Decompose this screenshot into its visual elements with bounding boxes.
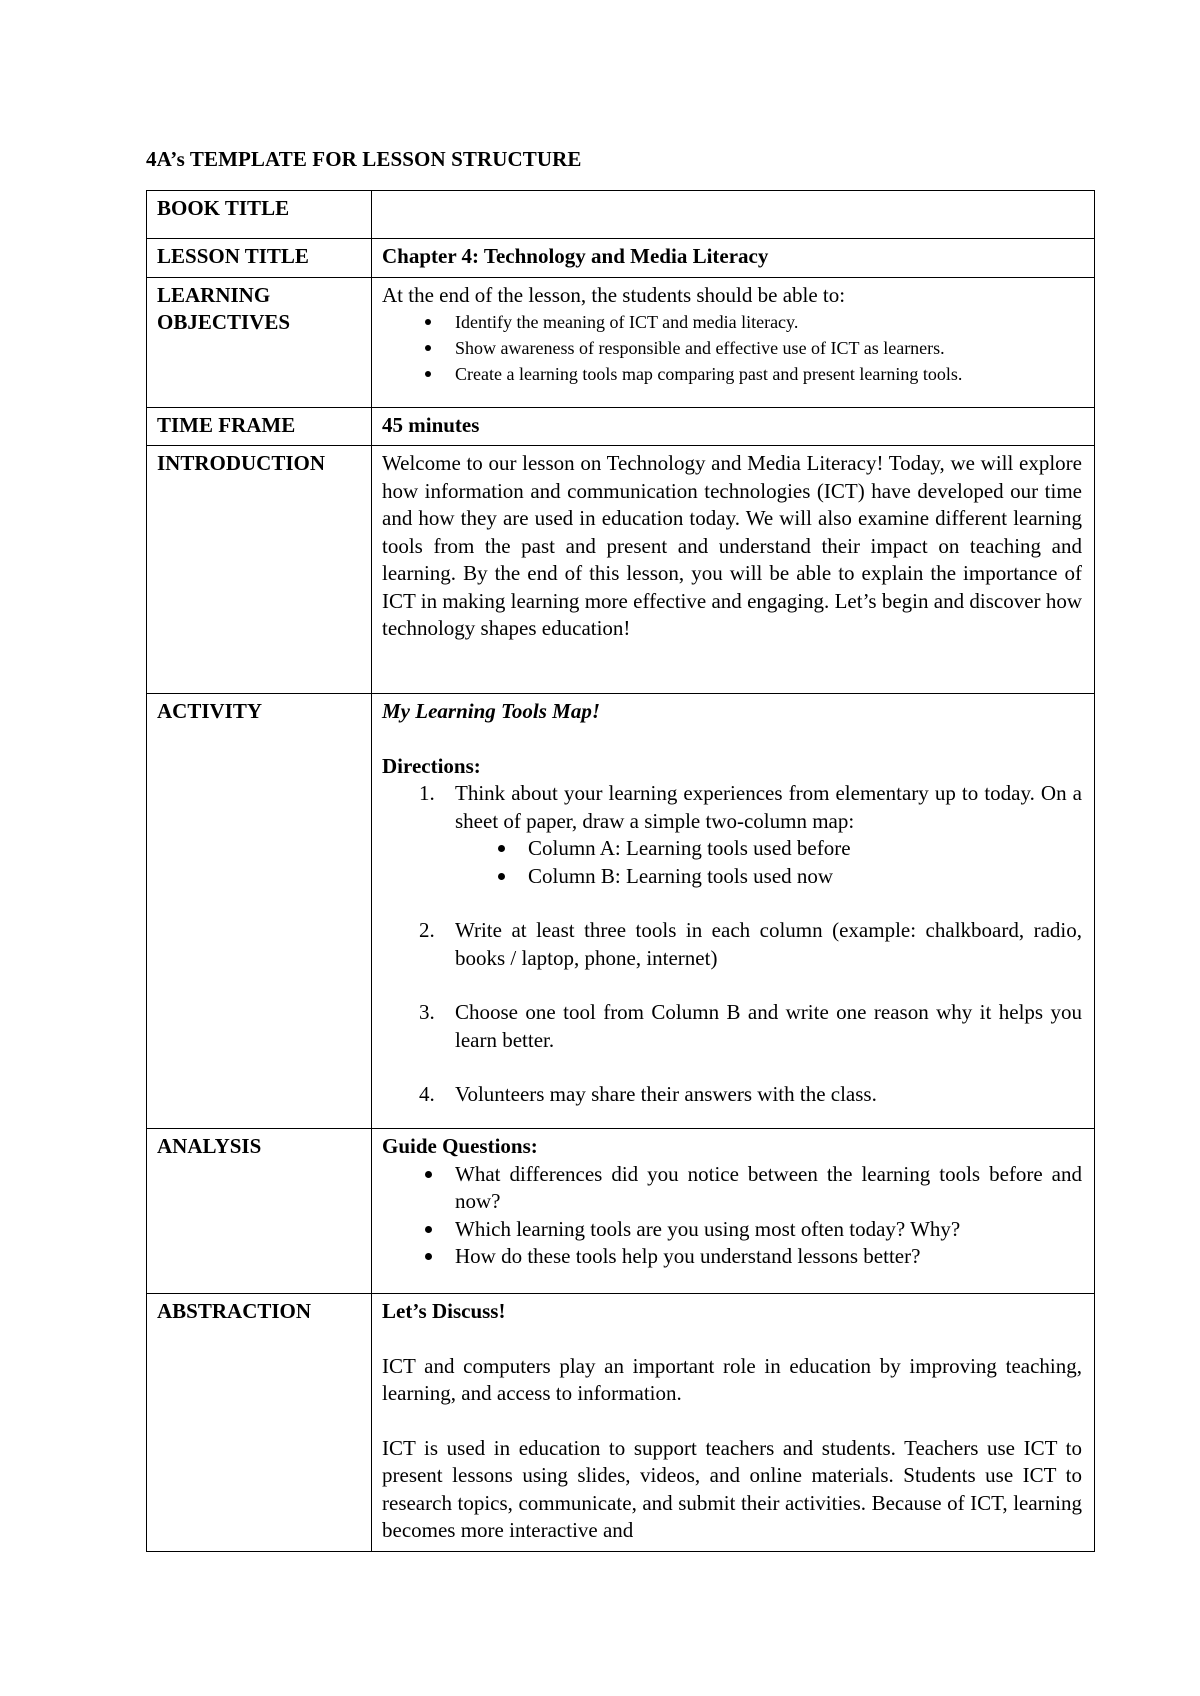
activity-label: ACTIVITY [147,694,372,1129]
learning-objectives-label [147,277,372,407]
spacer [455,890,1082,917]
row-book-title [147,191,1095,239]
abstraction-heading: Let’s Discuss! [382,1299,506,1323]
step-text: Choose one tool from Column B and write one reason why it helps you learn better. [455,1000,1082,1052]
spacer [455,972,1082,999]
row-analysis [147,1129,1095,1294]
list-item: Create a learning tools map comparing past and present learning tools. [455,361,1082,387]
introduction-text: Welcome to our lesson on Technology and Media Literacy! Today, we will explore how information and communication technologies (ICT) have developed our time and how they are used in education today. We will also examine different learning tools from the past and present and understand their impact on teaching and learning. By the end of this lesson, you will be able to explain the importance of ICT in making learning more effective and engaging. Let’s begin and discover how technology shapes education! [372,446,1095,694]
spacer [382,726,1082,753]
row-abstraction [147,1294,1095,1552]
list-item: Column B: Learning tools used now [528,863,1082,891]
objectives-intro: At the end of the lesson, the students should be able to: [382,282,846,307]
step-number: 1. [419,781,435,805]
row-time-frame [147,407,1095,446]
row-lesson-title [147,239,1095,278]
direction-step-1 [419,780,1082,890]
abstraction-content [372,1294,1095,1552]
abstraction-paragraph-2: ICT is used in education to support teachers and students. Teachers use ICT to present lessons using slides, videos, and online materials. Students use ICT to research topics, communicate, and submit their activities. Because of ICT, learning becomes more interactive and [382,1435,1082,1542]
guide-questions-label: Guide Questions: [382,1134,538,1158]
lesson-title-value: Chapter 4: Technology and Media Literacy [372,239,1095,278]
spacer [382,1326,1082,1353]
step-number: 2. [419,918,435,942]
step-text: Volunteers may share their answers with the class. [455,1082,877,1106]
learning-objectives-label-line1: LEARNING [157,282,271,307]
list-item: What differences did you notice between the learning tools before and now? [455,1161,1082,1216]
direction-step-3 [419,999,1082,1054]
columns-list [455,835,1082,890]
direction-step-4 [419,1081,1082,1109]
list-item: Identify the meaning of ICT and media literacy. [455,309,1082,335]
lesson-structure-table [146,190,1095,1552]
learning-objectives-content [372,277,1095,407]
list-item: How do these tools help you understand lessons better? [455,1243,1082,1271]
abstraction-label: ABSTRACTION [147,1294,372,1552]
step-text: Write at least three tools in each column (example: chalkboard, radio, books / laptop, phone, internet) [455,918,1082,970]
activity-title: My Learning Tools Map! [382,699,601,723]
time-frame-label: TIME FRAME [147,407,372,446]
analysis-content [372,1129,1095,1294]
row-learning-objectives [147,277,1095,407]
direction-step-2 [419,917,1082,972]
time-frame-value: 45 minutes [372,407,1095,446]
guide-questions-list [382,1161,1082,1271]
book-title-label: BOOK TITLE [147,191,372,239]
book-title-value [372,191,1095,239]
list-item: Show awareness of responsible and effective use of ICT as learners. [455,335,1082,361]
learning-objectives-label-line2: OBJECTIVES [157,310,291,334]
step-text: Think about your learning experiences from elementary up to today. On a sheet of paper, draw a simple two-column map: [455,781,1082,833]
introduction-label: INTRODUCTION [147,446,372,694]
row-introduction [147,446,1095,694]
directions-label: Directions: [382,753,481,778]
step-number: 4. [419,1082,435,1106]
spacer [382,1408,1082,1435]
step-number: 3. [419,1000,435,1024]
activity-content [372,694,1095,1129]
analysis-label: ANALYSIS [147,1129,372,1294]
lesson-title-label: LESSON TITLE [147,239,372,278]
row-activity [147,694,1095,1129]
list-item: Column A: Learning tools used before [528,835,1082,863]
spacer [455,1054,1082,1081]
list-item: Which learning tools are you using most often today? Why? [455,1216,1082,1244]
document-title: 4A’s TEMPLATE FOR LESSON STRUCTURE [146,147,582,171]
objectives-list [382,309,1082,387]
abstraction-paragraph-1: ICT and computers play an important role in education by improving teaching, learning, and access to information. [382,1353,1082,1405]
directions-list [382,780,1082,1109]
